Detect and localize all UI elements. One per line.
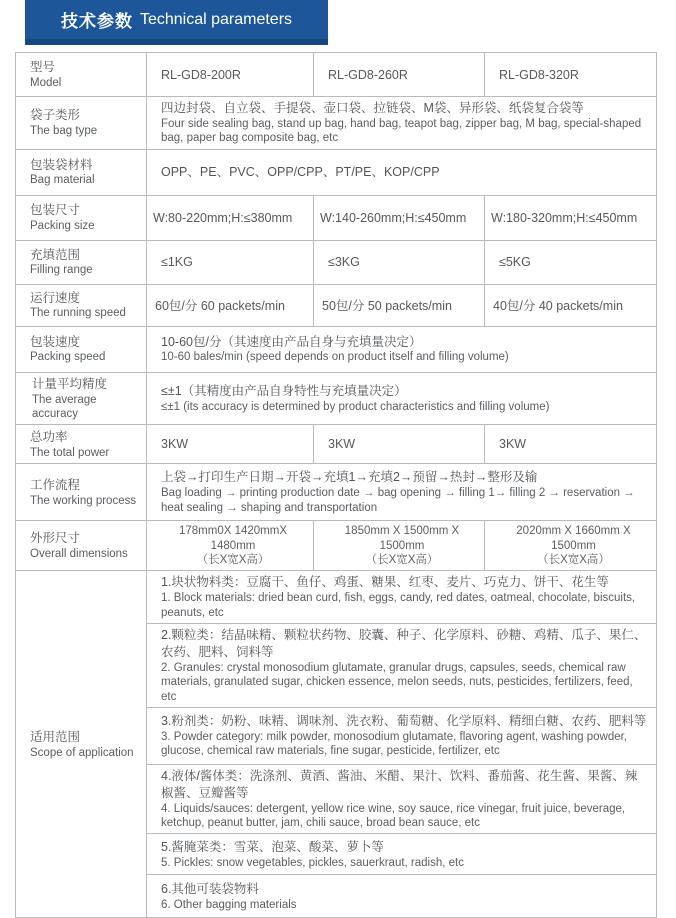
label-zh: 包装尺寸 [30,203,81,217]
label-zh: 计量平均精度 [32,376,108,391]
label-en: The working process [30,494,137,507]
dimensions-value: 2020mm X 1660mm X 1500mm [516,525,631,552]
model-value-3 [485,53,657,97]
dimensions-suffix: （长X宽X高） [196,554,270,566]
row-average-accuracy [16,372,657,425]
row-working-process [16,464,657,521]
application-item [147,875,657,918]
running-speed-value: 50包/分 50 packets/min [322,298,452,313]
row-label [16,425,147,464]
label-en: The total power [30,446,110,459]
bag-material-value [147,149,657,195]
packing-speed-zh: 10-60包/分（其速度由产品自身与充填量决定） [161,334,422,349]
bag-material-list: OPP、PE、PVC、OPP/CPP、PT/PE、KOP/CPP [161,165,440,180]
label-en: Bag material [30,174,95,187]
bag-type-zh: 四边封袋、自立袋、手提袋、壶口袋、拉链袋、M袋、异形袋、纸袋复合袋等 [161,101,584,115]
label-zh: 适用范围 [30,729,81,744]
application-item-en: 4. Liquids/sauces: detergent, yellow rice wine, soy sauce, rice vinegar, fruit juice, beverage, ketchup, peanut butter, jam, chili sauce, broad bean sauce, etc [161,802,626,829]
accuracy-en: ≤±1 (its accuracy is determined by product characteristics and filling volume) [161,400,550,413]
label-zh: 工作流程 [30,477,81,492]
application-item [147,834,657,875]
row-label [16,284,147,326]
row-application-block [16,571,657,624]
packing-speed-value [147,326,657,372]
row-bag-material [16,149,657,195]
filling-range-value: ≤3KG [328,255,360,270]
total-power-value: 3KW [499,437,527,452]
packing-size-value: W:80-220mm;H:≤380mm [153,210,293,225]
packing-speed-en: 10-60 bales/min (speed depends on product itself and filling volume) [161,351,509,364]
accuracy-zh: ≤±1（其精度由产品自身特性与充填量决定） [161,383,407,398]
application-item-zh: 2.颗粒类：结晶味精、颗粒状药物、胶囊、种子、化学原料、砂糖、鸡精、瓜子、果仁、农药、肥料、饲料等 [161,628,647,659]
total-power-value: 3KW [161,437,189,452]
application-item [147,764,657,834]
dimensions-1 [147,521,314,571]
model-value-2 [314,53,485,97]
label-en: Packing speed [30,351,106,364]
label-en: The average accuracy [32,393,97,420]
label-zh: 运行速度 [30,290,81,305]
application-item [147,571,657,624]
application-item-en: 3. Powder category: milk powder, monosodium glutamate, flavoring agent, washing powder, glucose, chemical raw materials, fine sugar, pesticide, fertilizer, etc [161,730,628,758]
label-zh: 型号 [30,59,56,74]
row-model [16,53,657,97]
filling-range-3 [485,240,657,284]
total-power-value: 3KW [328,437,356,452]
label-en: The bag type [30,125,98,138]
row-running-speed [16,284,657,326]
row-label [16,372,147,425]
application-item-zh: 5.酱腌菜类：雪菜、泡菜、酸菜、萝卜等 [161,839,384,854]
dimensions-suffix: （长X宽X高） [537,554,610,566]
application-item-en: 1. Block materials: dried bean curd, fish, eggs, candy, red dates, oatmeal, chocolate, biscuits, peanuts, etc [161,592,636,619]
packing-size-2 [314,195,485,240]
row-overall-dimensions [16,521,657,571]
spec-table [15,52,657,918]
running-speed-1 [147,284,314,326]
row-packing-speed [16,326,657,372]
label-zh: 包装速度 [30,334,81,349]
dimensions-2 [314,521,485,571]
row-label [16,97,147,150]
packing-size-value: W:180-320mm;H:≤450mm [491,210,638,225]
row-label [16,464,147,521]
dimensions-value: 178mm0X 1420mmX 1480mm [178,525,288,552]
running-speed-3 [485,284,657,326]
application-item-zh: 4.液体/酱体类：洗涤剂、黄酒、酱油、米醋、果汁、饮料、番茄酱、花生酱、果酱、辣椒酱、豆瓣酱等 [161,768,638,800]
working-process-value [147,464,657,521]
running-speed-value: 60包/分 60 packets/min [155,298,285,313]
application-item-zh: 1.块状物料类：豆腐干、鱼仔、鸡蛋、糖果、红枣、麦片、巧克力、饼干、花生等 [161,575,609,590]
label-zh: 袋子类形 [30,108,81,123]
label-zh: 总功率 [30,429,68,444]
row-filling-range [16,240,657,284]
running-speed-value: 40包/分 40 packets/min [493,298,623,313]
section-header-banner [25,0,328,45]
application-item-zh: 3.粉剂类：奶粉、味精、调味剂、洗衣粉、葡萄糖、化学原料、精细白糖、农药、肥料等 [161,714,647,729]
label-en: Scope of application [30,746,134,759]
model-320r: RL-GD8-320R [499,67,579,82]
accuracy-value [147,372,657,425]
application-item [147,624,657,708]
application-item-en: 6. Other bagging materials [161,898,297,911]
row-total-power [16,425,657,464]
bag-type-en: Four side sealing bag, stand up bag, hand bag, teapot bag, zipper bag, M bag, special-shaped bag, paper bag composite bag, etc [161,117,642,145]
running-speed-2 [314,284,485,326]
model-value-1 [147,53,314,97]
filling-range-1 [147,240,314,284]
packing-size-1 [147,195,314,240]
dimensions-suffix: （长X宽X高） [365,554,439,566]
application-item-en: 5. Pickles: snow vegetables, pickles, sauerkraut, radish, etc [161,856,464,869]
row-label [16,240,147,284]
filling-range-value: ≤1KG [161,255,193,270]
row-bag-type [16,97,657,150]
bag-type-value [147,97,657,150]
row-label [16,149,147,195]
filling-range-value: ≤5KG [499,255,531,270]
label-en: Packing size [30,219,95,232]
working-process-en: Bag loading → printing production date → bag opening → filling 1→ filling 2 → reservation → heat sealing → shaping and transportation [161,487,635,514]
label-zh: 包装袋材料 [30,157,93,172]
row-label [16,53,147,97]
model-260r: RL-GD8-260R [328,67,408,82]
label-en: Filling range [30,264,93,277]
working-process-zh: 上袋→打印生产日期→开袋→充填1→充填2→预留→热封→整形及输 [161,470,538,485]
section-title-en: Technical parameters [139,10,293,28]
dimensions-value: 1850mm X 1500mm X 1500mm [344,525,460,552]
label-en: Overall dimensions [30,548,128,561]
model-200r: RL-GD8-200R [161,67,241,82]
label-en: The running speed [30,307,126,320]
row-label [16,195,147,240]
row-label [16,521,147,571]
application-item-zh: 6.其他可装袋物料 [161,881,259,896]
packing-size-value: W:140-260mm;H:≤450mm [320,210,467,225]
section-title-zh: 技术参数 [60,12,133,31]
total-power-2 [314,425,485,464]
total-power-3 [485,425,657,464]
row-label [16,326,147,372]
total-power-1 [147,425,314,464]
dimensions-3 [485,521,657,571]
filling-range-2 [314,240,485,284]
application-label [16,571,147,918]
application-item-en: 2. Granules: crystal monosodium glutamate, granular drugs, capsules, seeds, chemical raw materials, granulated sugar, chicken essence, melon seeds, nuts, pesticides, fertilizers, feed, etc [161,661,633,703]
application-item [147,707,657,764]
row-packing-size [16,195,657,240]
packing-size-3 [485,195,657,240]
label-zh: 充填范围 [30,247,81,262]
label-zh: 外形尺寸 [30,531,81,546]
label-en: Model [30,76,62,89]
